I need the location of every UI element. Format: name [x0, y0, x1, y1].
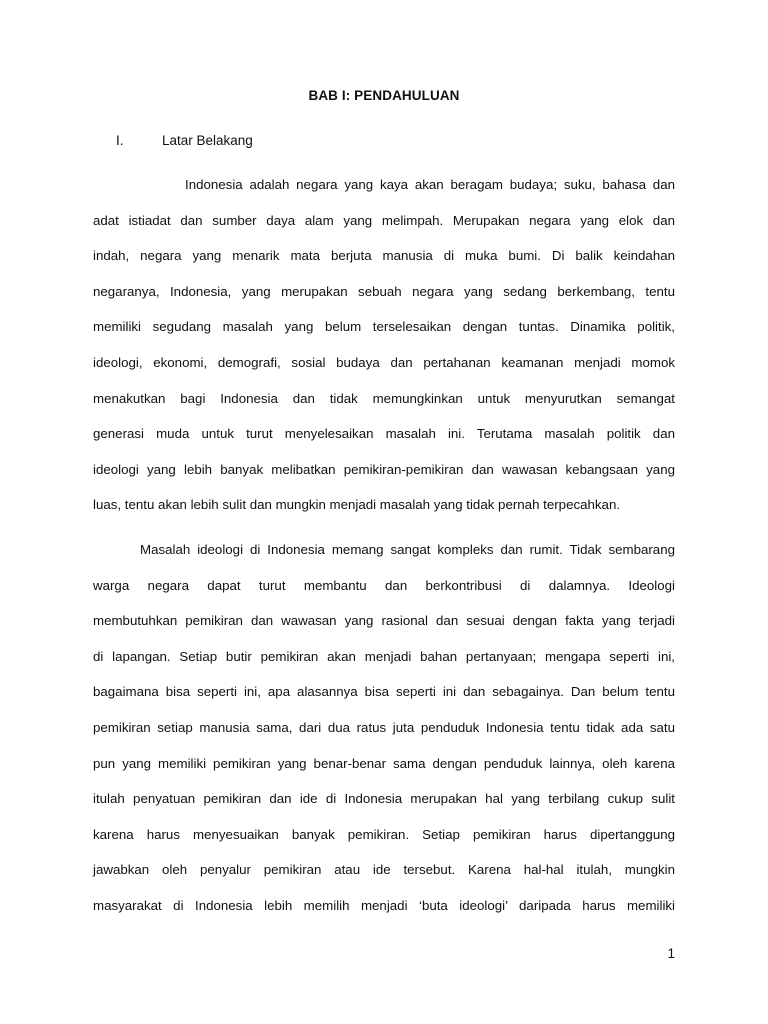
paragraph-line: luas, tentu akan lebih sulit dan mungkin menjadi masalah yang tidak pernah terpecahkan. [93, 497, 621, 513]
paragraph-line: warga negara dapat turut membantu dan berkontribusi di dalamnya. Ideologi [93, 577, 675, 593]
section-heading [116, 133, 253, 148]
paragraph-line: menakutkan bagi Indonesia dan tidak memungkinkan untuk menyurutkan semangat [93, 390, 675, 406]
paragraph-line: memiliki segudang masalah yang belum terselesaikan dengan tuntas. Dinamika politik, [93, 319, 675, 335]
paragraph-line: negaranya, Indonesia, yang merupakan sebuah negara yang sedang berkembang, tentu [93, 283, 675, 299]
paragraph-line: adat istiadat dan sumber daya alam yang melimpah. Merupakan negara yang elok dan [93, 212, 675, 228]
paragraph [93, 167, 675, 523]
paragraph-line: indah, negara yang menarik mata berjuta manusia di muka bumi. Di balik keindahan [93, 248, 675, 264]
paragraph [93, 532, 675, 924]
paragraph-line: ideologi yang lebih banyak melibatkan pemikiran-pemikiran dan wawasan kebangsaan yang [93, 461, 675, 477]
paragraph-line: pun yang memiliki pemikiran yang benar-benar sama dengan penduduk lainnya, oleh karena [93, 755, 675, 771]
paragraph-line: generasi muda untuk turut menyelesaikan masalah ini. Terutama masalah politik dan [93, 426, 675, 442]
paragraph-line: masyarakat di Indonesia lebih memilih menjadi ‘buta ideologi’ daripada harus memiliki [93, 897, 675, 913]
paragraph-line: Indonesia adalah negara yang kaya akan beragam budaya; suku, bahasa dan [185, 177, 675, 192]
paragraph-line: pemikiran setiap manusia sama, dari dua ratus juta penduduk Indonesia tentu tidak ada satu [93, 719, 675, 735]
page-number: 1 [667, 946, 675, 961]
paragraph-line: di lapangan. Setiap butir pemikiran akan menjadi bahan pertanyaan; mengapa seperti ini, [93, 648, 675, 664]
section-number: I. [116, 133, 124, 148]
paragraph-line: karena harus menyesuaikan banyak pemikiran. Setiap pemikiran harus dipertanggung [93, 826, 675, 842]
paragraph-line: itulah penyatuan pemikiran dan ide di Indonesia merupakan hal yang terbilang cukup sulit [93, 791, 675, 807]
paragraph-line: bagaimana bisa seperti ini, apa alasannya bisa seperti ini dan sebagainya. Dan belum tentu [93, 684, 675, 700]
paragraph-line: membutuhkan pemikiran dan wawasan yang rasional dan sesuai dengan fakta yang terjadi [93, 613, 675, 629]
section-title: Latar Belakang [162, 133, 253, 148]
paragraph-line: Masalah ideologi di Indonesia memang sangat kompleks dan rumit. Tidak sembarang [140, 542, 675, 557]
paragraph-line: ideologi, ekonomi, demografi, sosial budaya dan pertahanan keamanan menjadi momok [93, 354, 675, 370]
paragraph-line: jawabkan oleh penyalur pemikiran atau ide tersebut. Karena hal-hal itulah, mungkin [93, 862, 675, 878]
chapter-title: BAB I: PENDAHULUAN [308, 88, 460, 103]
